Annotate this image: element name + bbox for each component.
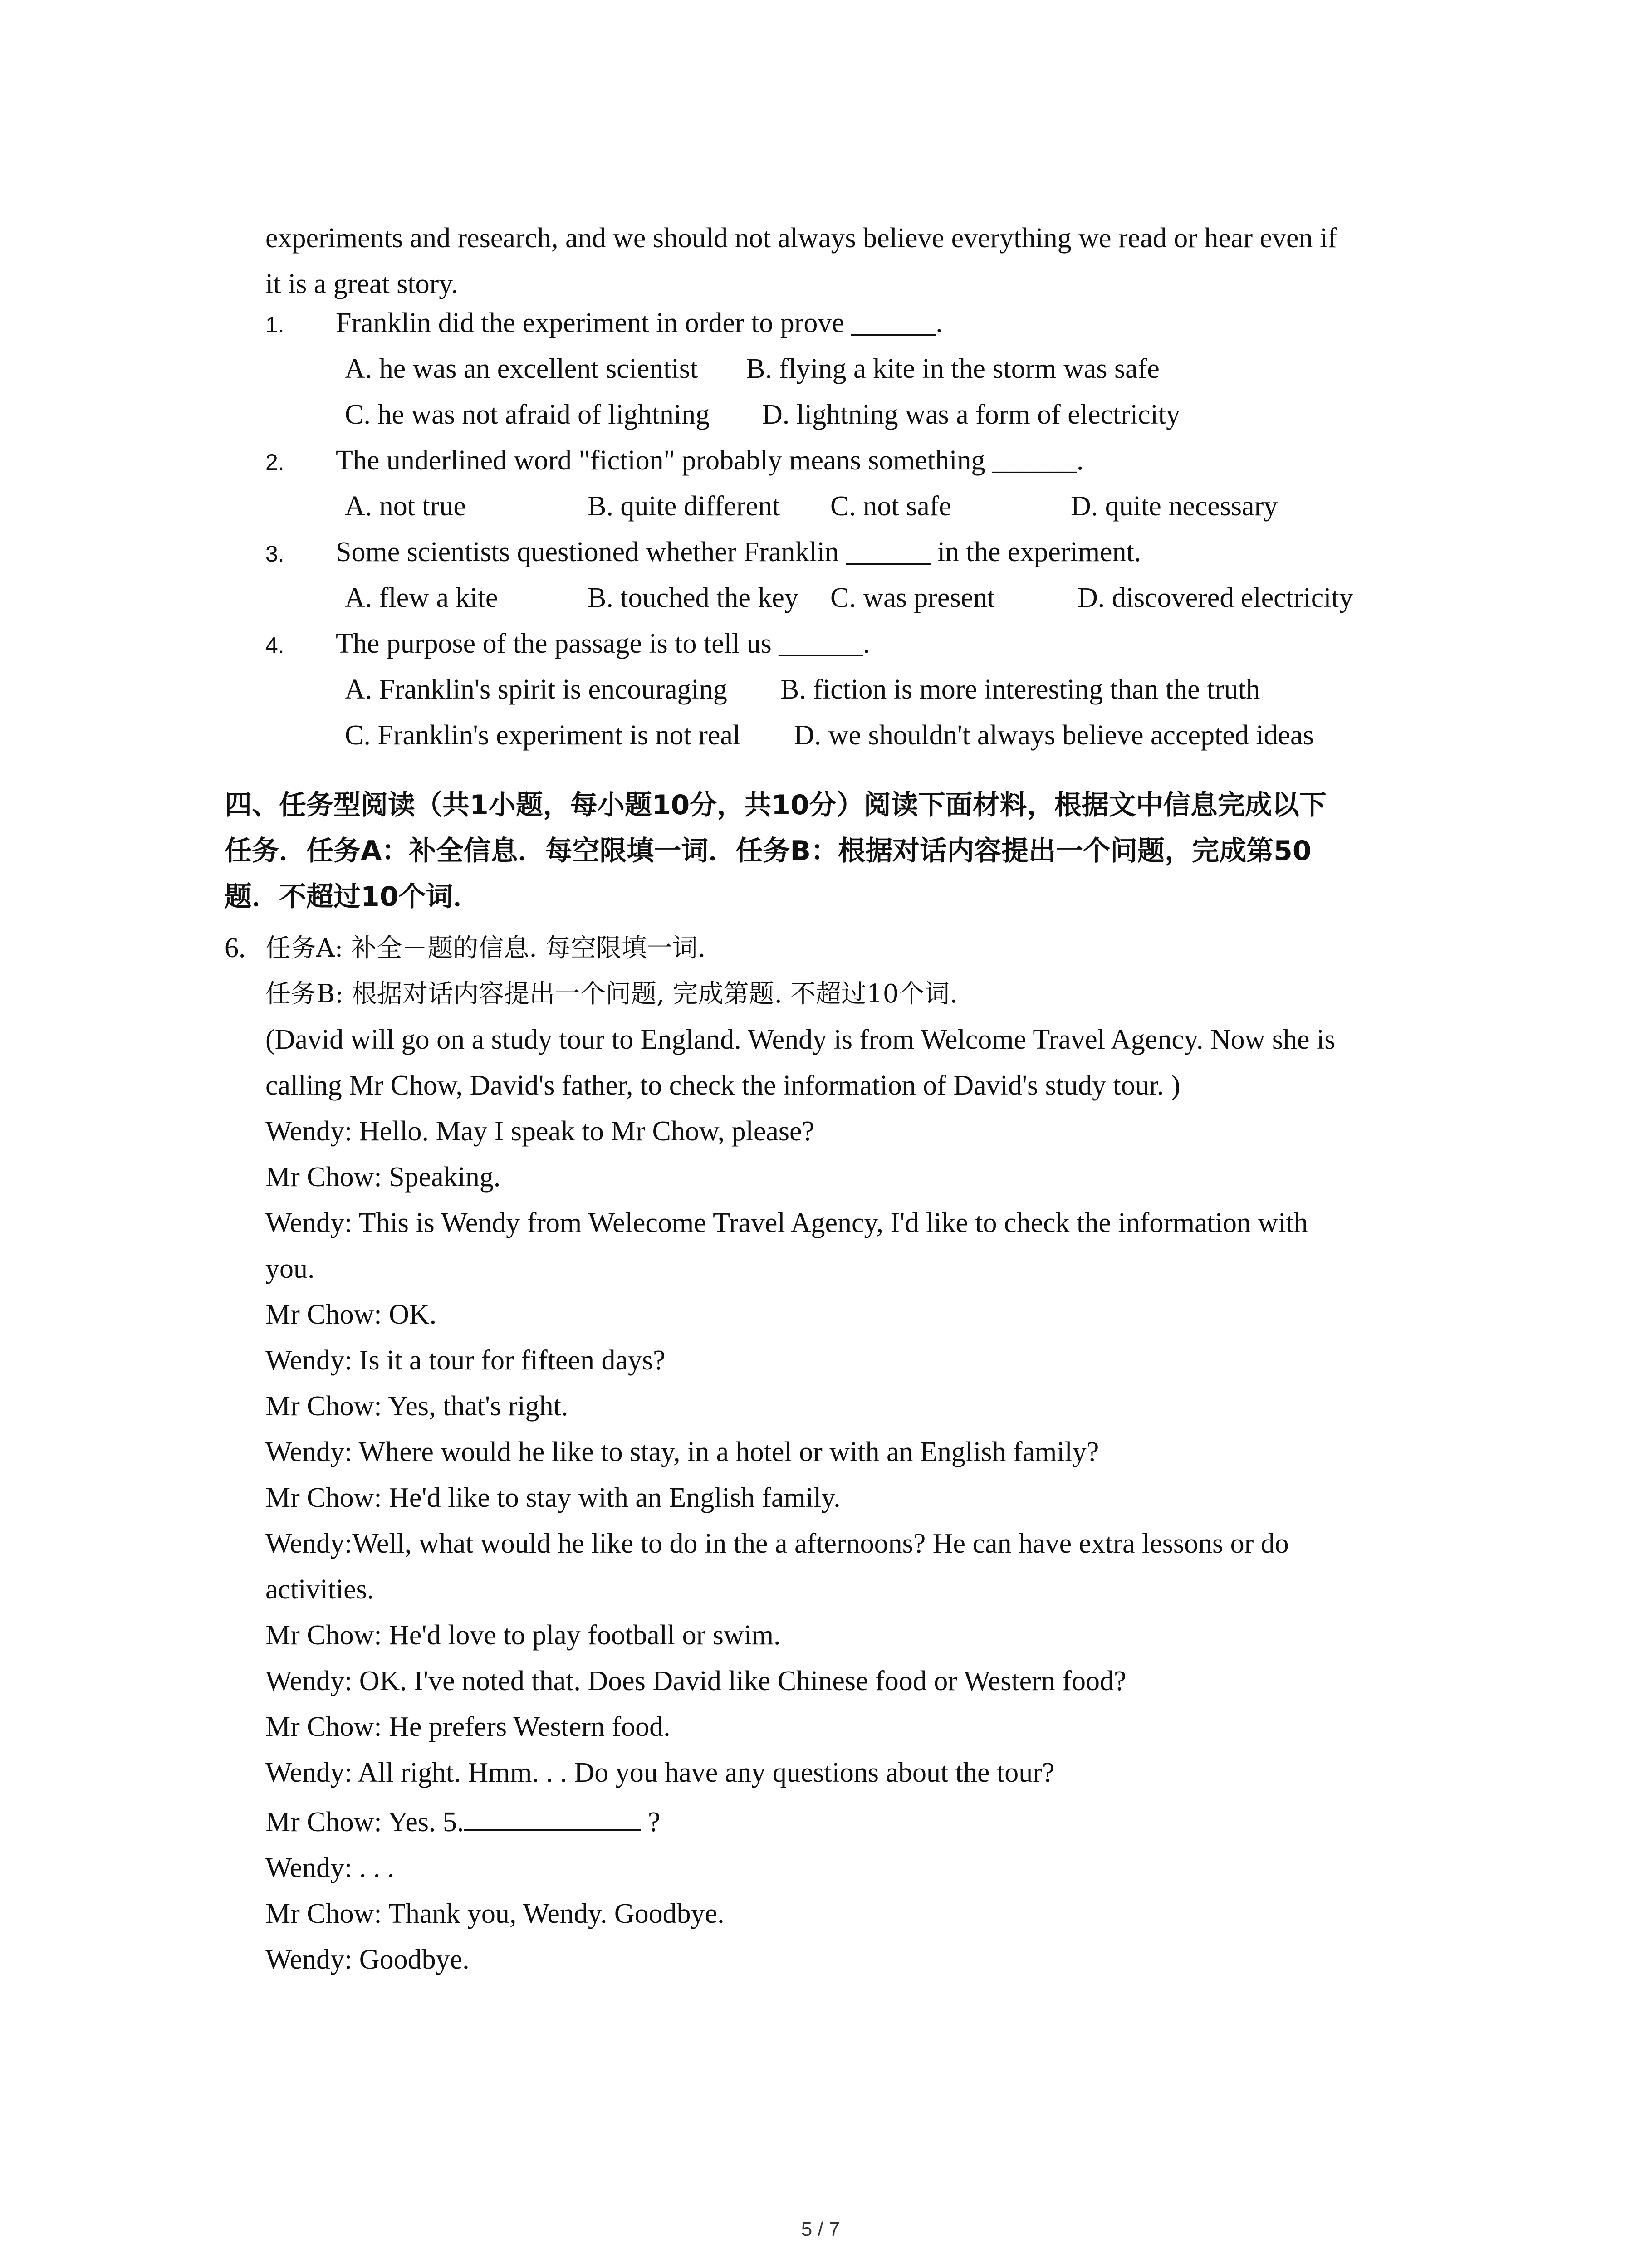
- question-text: The underlined word "fiction" probably means something ______.: [336, 445, 1084, 476]
- dialogue-line: calling Mr Chow, David's father, to check the information of David's study tour. ): [265, 1070, 1181, 1101]
- dialogue-line: Wendy:Well, what would he like to do in the a afternoons? He can have extra lessons or do: [265, 1528, 1289, 1559]
- option-a: A. not true: [345, 491, 466, 522]
- dialogue-line: you.: [265, 1253, 315, 1284]
- blank-prefix: Mr Chow: Yes. 5.: [265, 1807, 464, 1838]
- option-d: D. quite necessary: [1071, 491, 1278, 522]
- task-a-instruction: 任务A: 补全－题的信息. 每空限填一词.: [265, 934, 706, 963]
- question-number: 2.: [265, 450, 284, 475]
- question-number: 4.: [265, 633, 284, 658]
- question-text: Franklin did the experiment in order to prove ______.: [336, 308, 943, 338]
- option-b: B. flying a kite in the storm was safe: [746, 353, 1160, 384]
- passage-line: it is a great story.: [265, 269, 458, 299]
- option-c: C. not safe: [830, 491, 951, 522]
- answer-blank[interactable]: [464, 1801, 641, 1831]
- option-d: D. discovered electricity: [1078, 582, 1353, 613]
- dialogue-line: Wendy: Is it a tour for fifteen days?: [265, 1345, 666, 1376]
- dialogue-line: Wendy: Where would he like to stay, in a hotel or with an English family?: [265, 1437, 1099, 1467]
- question-1: [265, 307, 1468, 430]
- question-2: [265, 445, 1468, 536]
- dialogue-line: Wendy: Goodbye.: [265, 1944, 470, 1975]
- option-d: D. we shouldn't always believe accepted ideas: [794, 720, 1314, 751]
- section-heading: [225, 782, 1440, 920]
- dialogue-line: Wendy: This is Wendy from Welecome Travel Agency, I'd like to check the information with: [265, 1207, 1308, 1238]
- question-text: Some scientists questioned whether Franklin ______ in the experiment.: [336, 537, 1141, 567]
- dialogue: [265, 1017, 1454, 1983]
- option-c: C. Franklin's experiment is not real: [345, 720, 741, 751]
- dialogue-line: Wendy: . . .: [265, 1853, 395, 1883]
- question-4: [265, 628, 1468, 765]
- dialogue-line: (David will go on a study tour to England. Wendy is from Welcome Travel Agency. Now she is: [265, 1024, 1336, 1055]
- passage-continuation: [265, 215, 1454, 307]
- option-a: A. Franklin's spirit is encouraging: [345, 674, 727, 705]
- dialogue-line: Mr Chow: He prefers Western food.: [265, 1711, 671, 1742]
- option-d: D. lightning was a form of electricity: [762, 399, 1181, 430]
- option-a: A. flew a kite: [345, 582, 498, 613]
- option-b: B. quite different: [588, 491, 780, 522]
- option-b: B. fiction is more interesting than the truth: [780, 674, 1260, 705]
- dialogue-line: Wendy: Hello. May I speak to Mr Chow, please?: [265, 1116, 815, 1147]
- dialogue-line: Mr Chow: He'd like to stay with an English family.: [265, 1482, 841, 1513]
- question-number: 3.: [265, 541, 284, 567]
- heading-line: 四、任务型阅读（共1小题，每小题10分，共10分）阅读下面材料，根据文中信息完成以下: [225, 789, 1327, 821]
- dialogue-line: Mr Chow: Yes, that's right.: [265, 1391, 568, 1422]
- question-number: 1.: [265, 312, 284, 337]
- dialogue-line: Mr Chow: OK.: [265, 1299, 437, 1330]
- option-a: A. he was an excellent scientist: [345, 353, 698, 384]
- dialogue-line: Mr Chow: Speaking.: [265, 1162, 501, 1193]
- dialogue-line: Mr Chow: Thank you, Wendy. Goodbye.: [265, 1898, 725, 1929]
- dialogue-line: activities.: [265, 1574, 374, 1605]
- dialogue-line: Wendy: OK. I've noted that. Does David like Chinese food or Western food?: [265, 1666, 1127, 1696]
- dialogue-line: Mr Chow: He'd love to play football or swim.: [265, 1620, 781, 1651]
- heading-line: 题．不超过10个词．: [225, 881, 480, 913]
- page-number: 5 / 7: [801, 2218, 840, 2240]
- heading-line: 任务．任务A：补全信息．每空限填一词．任务B：根据对话内容提出一个问题，完成第50: [225, 835, 1312, 867]
- question-3: [265, 536, 1468, 628]
- dialogue-line: Wendy: All right. Hmm. . . Do you have any questions about the tour?: [265, 1757, 1055, 1788]
- answer-blank-line: [265, 1799, 1454, 1845]
- task-number: 6.: [225, 933, 246, 963]
- blank-suffix: ?: [641, 1807, 661, 1838]
- task-b-instruction: 任务B: 根据对话内容提出一个问题, 完成第题. 不超过10个词.: [265, 979, 958, 1009]
- option-c: C. was present: [830, 582, 995, 613]
- question-text: The purpose of the passage is to tell us ______.: [336, 628, 870, 659]
- option-c: C. he was not afraid of lightning: [345, 399, 710, 430]
- option-b: B. touched the key: [588, 582, 798, 613]
- passage-line: experiments and research, and we should not always believe everything we read or hear even if: [265, 223, 1337, 254]
